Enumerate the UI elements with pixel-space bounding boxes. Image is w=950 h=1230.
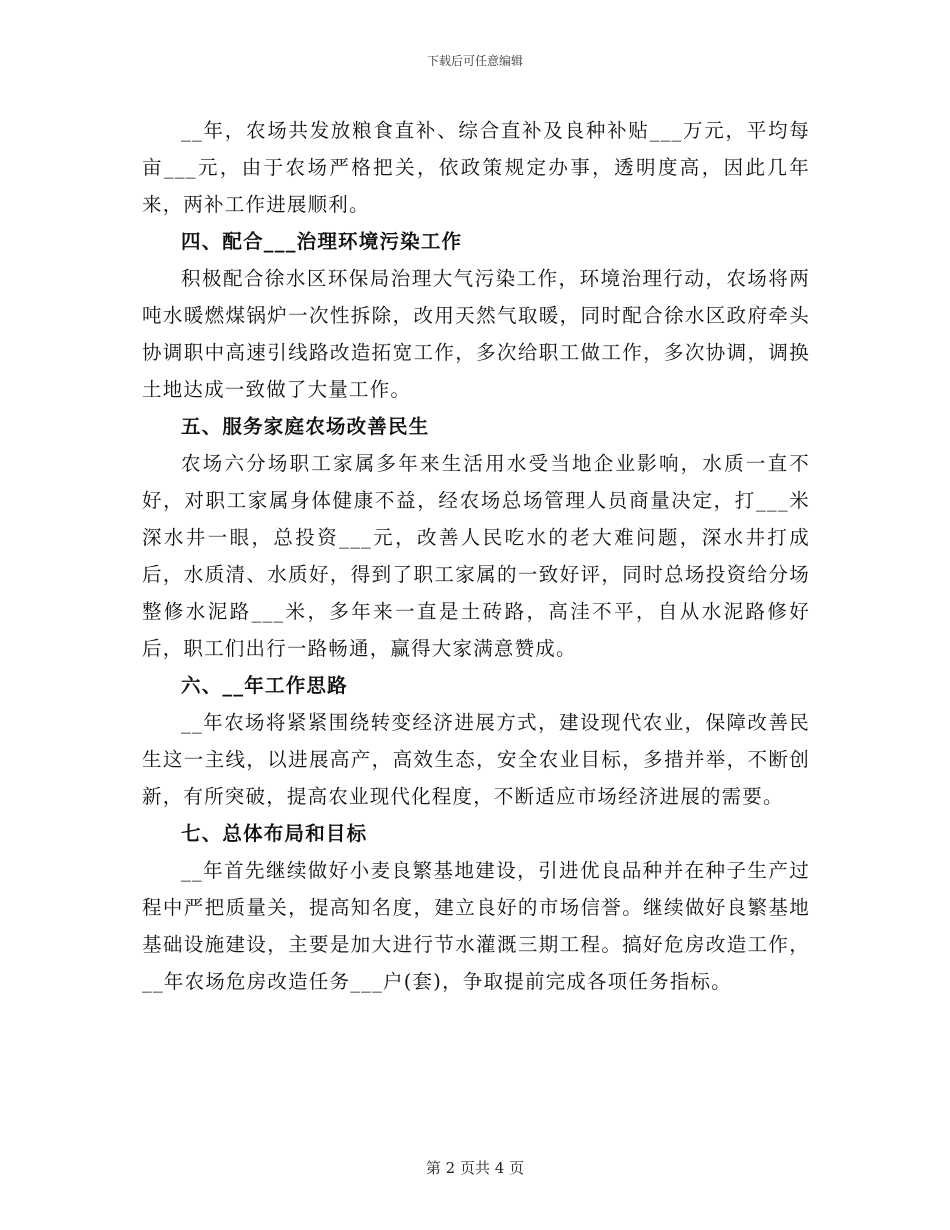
document-body	[142, 112, 810, 1000]
paragraph-work-plan: __年农场将紧紧围绕转变经济进展方式，建设现代农业，保障改善民生这一主线，以进展高产，高效生态，安全农业目标，多措并举，不断创新，有所突破，提高农业现代化程度，不断适应市场经济进展的需要。	[142, 711, 810, 808]
section-heading-7: 七、总体布局和目标	[181, 822, 368, 845]
paragraph-livelihood: 农场六分场职工家属多年来生活用水受当地企业影响，水质一直不好，对职工家属身体健康不益，经农场总场管理人员商量决定，打___米深水井一眼，总投资___元，改善人民吃水的老大难问题，深水井打成后，水质清、水质好，得到了职工家属的一致好评，同时总场投资给分场整修水泥路___米，多年来一直是土砖路，高洼不平，自从水泥路修好后，职工们出行一路畅通，赢得大家满意赞成。	[142, 452, 810, 660]
section-heading-5: 五、服务家庭农场改善民生	[181, 415, 430, 438]
section-heading-4: 四、配合___治理环境污染工作	[181, 230, 463, 253]
page-header: 下载后可任意编辑	[426, 54, 523, 68]
section-heading-6: 六、__年工作思路	[181, 674, 348, 697]
paragraph-layout-goals: __年首先继续做好小麦良繁基地建设，引进优良品种并在种子生产过程中严把质量关，提高知名度，建立良好的市场信誉。继续做好良繁基地基础设施建设，主要是加大进行节水灌溉三期工程。搞好危房改造工作，__年农场危房改造任务___户(套)，争取提前完成各项任务指标。	[142, 859, 810, 993]
paragraph-subsidies: __年，农场共发放粮食直补、综合直补及良种补贴___万元，平均每亩___元，由于农场严格把关，依政策规定办事，透明度高，因此几年来，两补工作进展顺利。	[142, 119, 810, 216]
page-number: 第 2 页共 4 页	[425, 1159, 525, 1177]
paragraph-pollution: 积极配合徐水区环保局治理大气污染工作，环境治理行动，农场将两吨水暖燃煤锅炉一次性拆除，改用天然气取暖，同时配合徐水区政府牵头协调职中高速引线路改造拓宽工作，多次给职工做工作，多次协调，调换土地达成一致做了大量工作。	[142, 267, 810, 401]
